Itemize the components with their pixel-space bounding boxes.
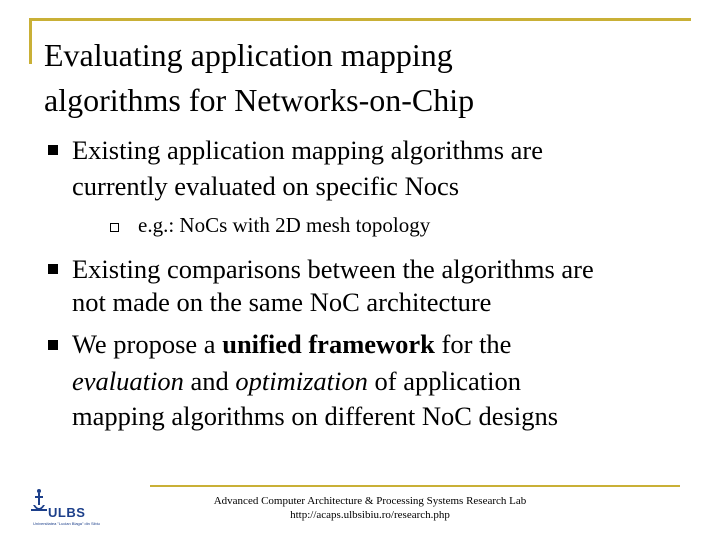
bullet-3-line-3: mapping algorithms on different NoC designs xyxy=(72,401,559,431)
square-bullet-icon xyxy=(48,145,58,155)
bullet-1-line-1: Existing application mapping algorithms are xyxy=(72,135,544,165)
slide-title-line-2: algorithms for Networks-on-Chip xyxy=(44,82,475,118)
square-bullet-icon xyxy=(48,264,58,274)
bullet-2-line-1: Existing comparisons between the algorithms are xyxy=(72,254,594,284)
footer-text xyxy=(180,494,560,522)
bullet-3-bold-phrase: unified framework xyxy=(222,329,435,359)
bullet-3-line-2 xyxy=(72,364,521,398)
square-bullet-icon xyxy=(48,340,58,350)
bullet-3-text-part-2: for the xyxy=(434,329,512,359)
title-accent-line-vertical xyxy=(29,18,32,64)
logo-name: ULBS xyxy=(48,505,86,520)
footer-lab-name: Advanced Computer Architecture & Processing Systems Research Lab xyxy=(213,495,527,507)
footer-url: http://acaps.ulbsibiu.ro/research.php xyxy=(290,509,450,521)
logo-subtitle: Universitatea "Lucian Blaga" din Sibiu xyxy=(33,521,100,526)
hollow-square-bullet-icon xyxy=(110,223,119,232)
footer-divider-line xyxy=(150,485,680,487)
bullet-3-italic-evaluation: evaluation xyxy=(72,366,184,396)
bullet-3-italic-optimization: optimization xyxy=(235,366,368,396)
bullet-1-line-2: currently evaluated on specific Noсs xyxy=(72,171,460,201)
bullet-3-text-part-1: We propose a xyxy=(72,329,223,359)
slide-title xyxy=(44,33,684,123)
title-accent-line-horizontal xyxy=(29,18,691,21)
bullet-3-line-1 xyxy=(72,327,511,361)
bullet-3-text-part-4: of application xyxy=(367,366,521,396)
bullet-2-line-2: not made on the same NoC architecture xyxy=(72,287,492,317)
bullet-3-text-part-3: and xyxy=(183,366,236,396)
sub-bullet-1-text: e.g.: NoCs with 2D mesh topology xyxy=(138,213,431,237)
slide-title-line-1: Evaluating application mapping xyxy=(44,37,453,73)
